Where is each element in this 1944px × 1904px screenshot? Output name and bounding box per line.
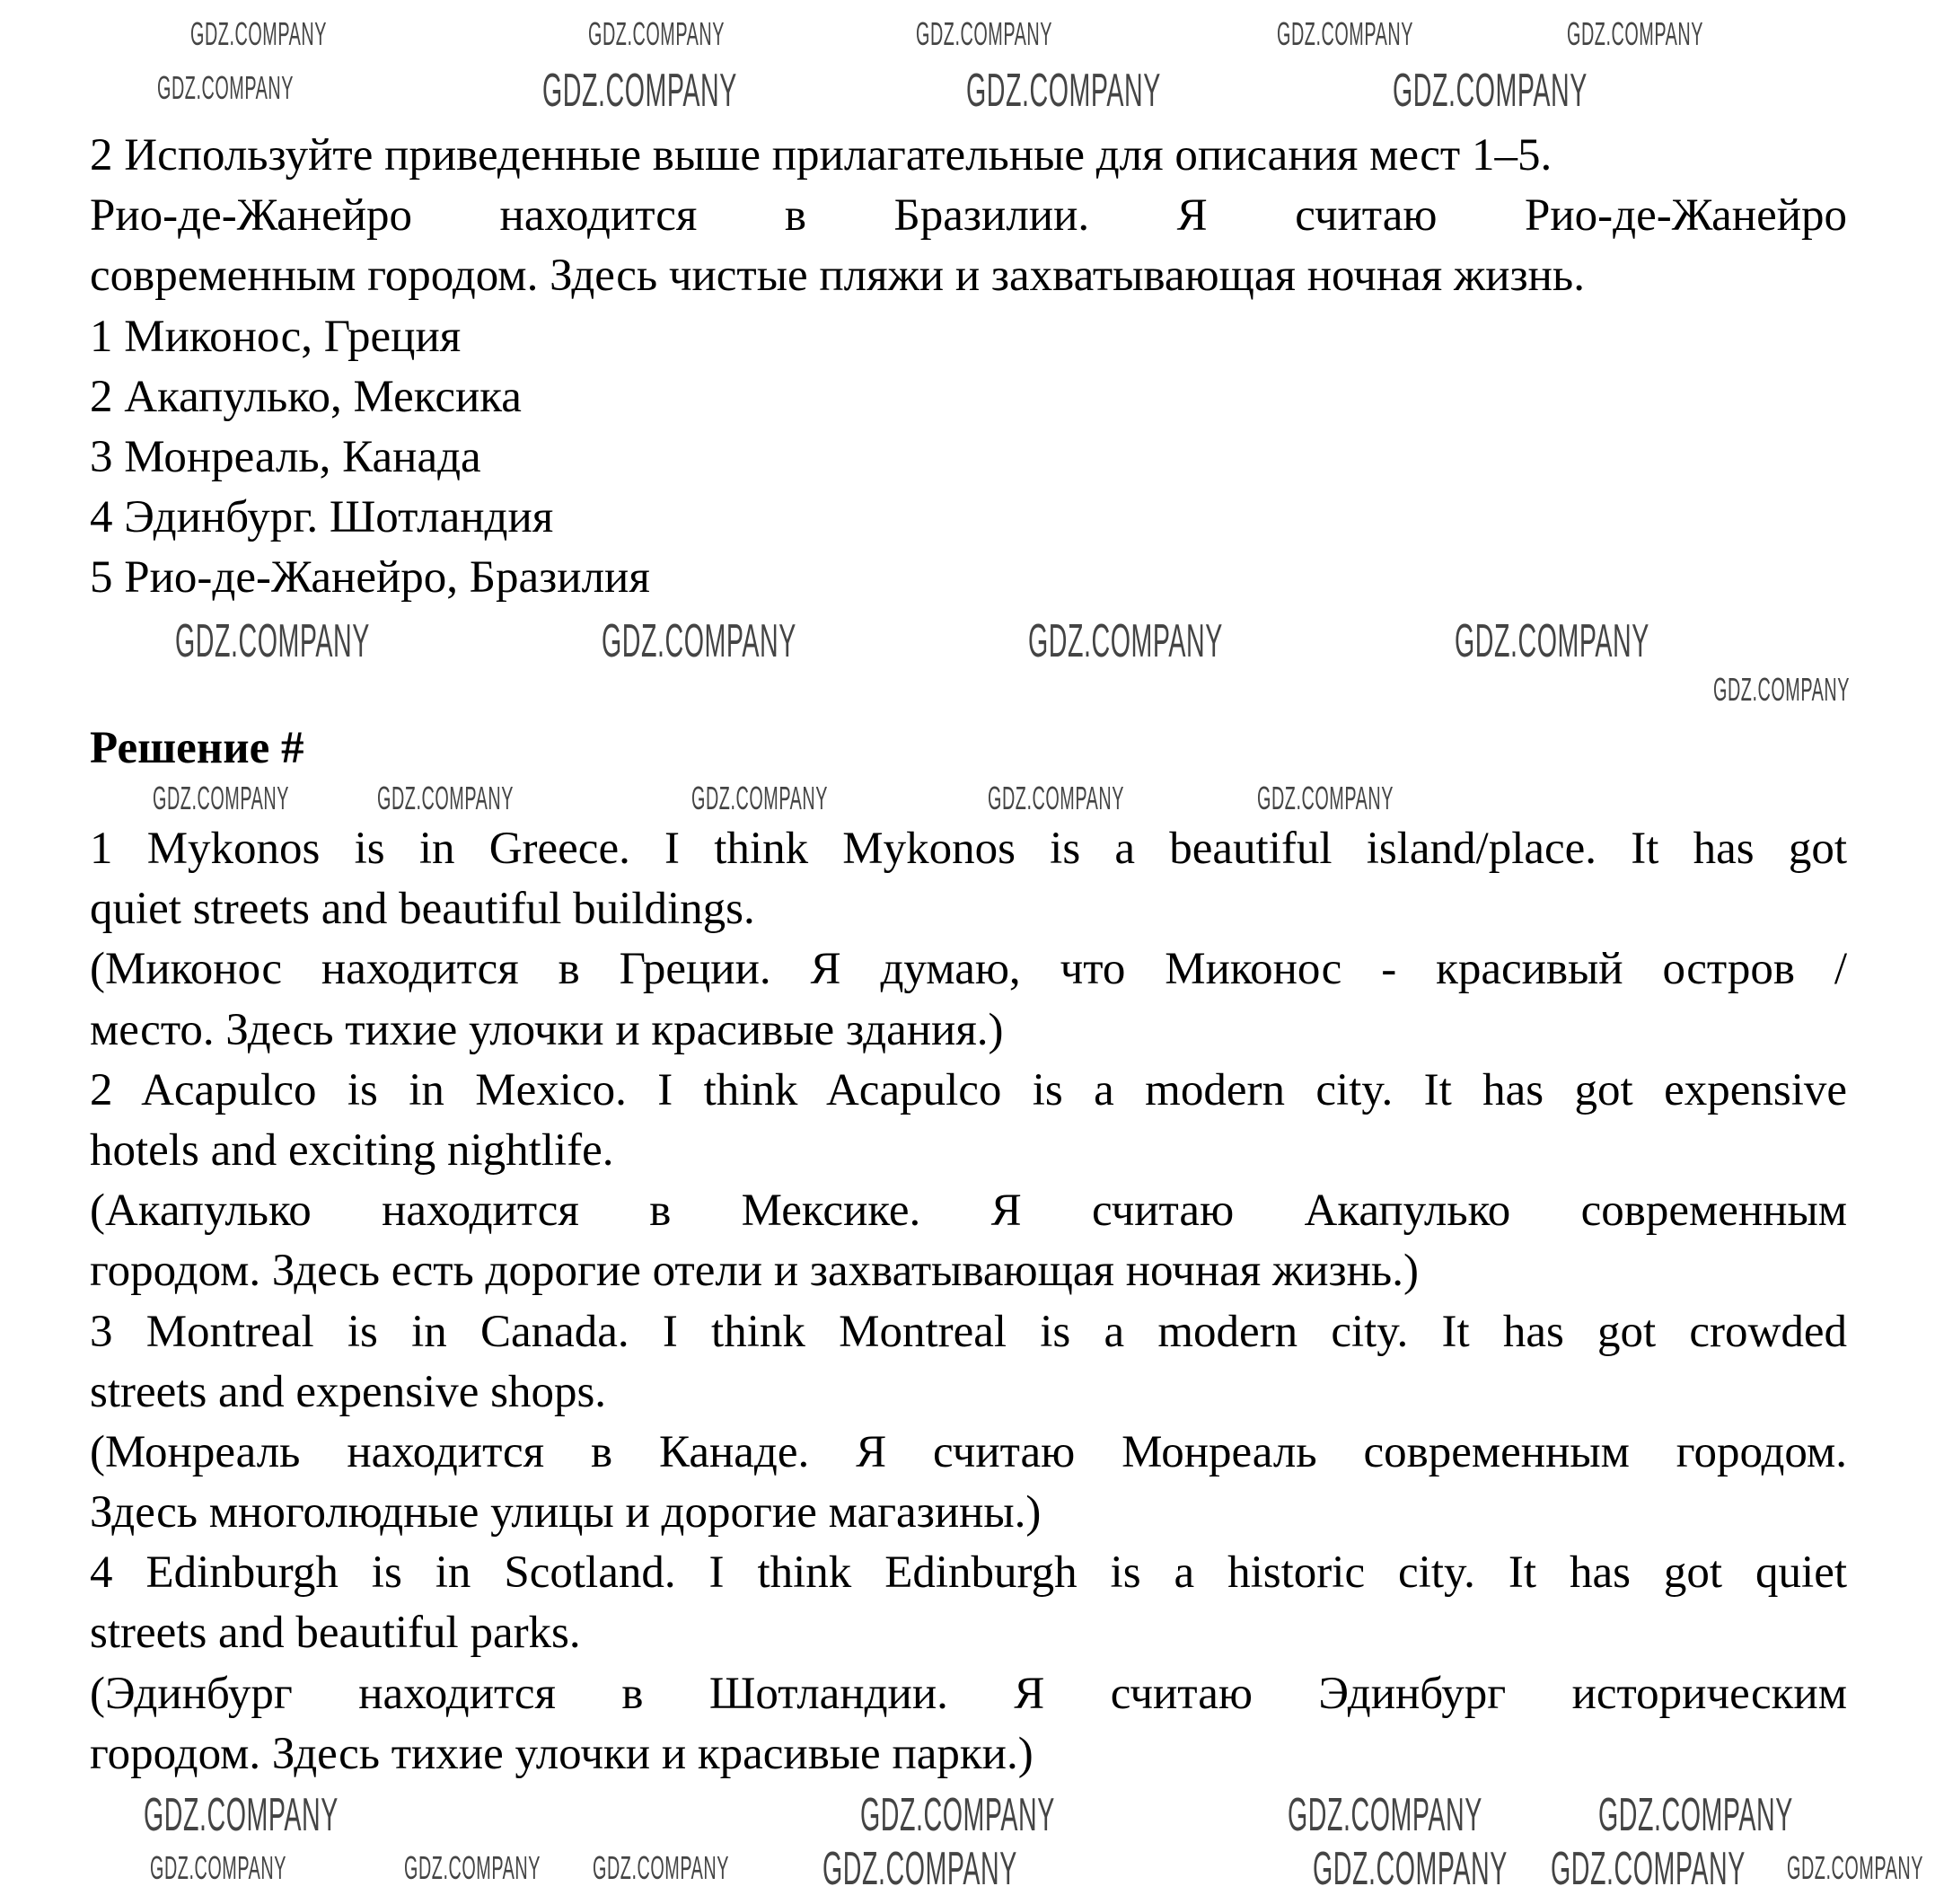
task-line: Рио-де-Жанейро находится в Бразилии. Я считаю Рио-де-Жанейро: [90, 190, 1847, 242]
watermark: GDZ.COMPANY: [190, 15, 327, 52]
solution-line: hotels and exciting nightlife.: [90, 1124, 614, 1176]
watermark: GDZ.COMPANY: [150, 1849, 286, 1886]
watermark: GDZ.COMPANY: [860, 1789, 1055, 1841]
solution-line: городом. Здесь есть дорогие отели и захватывающая ночная жизнь.): [90, 1246, 1419, 1297]
watermark: GDZ.COMPANY: [1288, 1789, 1482, 1841]
solution-line: 3 Montreal is in Canada. I think Montreal is a modern city. It has got crowded: [90, 1306, 1847, 1357]
watermark: GDZ.COMPANY: [1455, 615, 1649, 667]
solution-line: streets and expensive shops.: [90, 1366, 607, 1417]
solution-line: место. Здесь тихие улочки и красивые здания.): [90, 1004, 1004, 1055]
solution-line: (Монреаль находится в Канаде. Я считаю Монреаль современным городом.: [90, 1426, 1847, 1477]
watermark: GDZ.COMPANY: [404, 1849, 541, 1886]
task-line: 2 Используйте приведенные выше прилагательные для описания мест 1–5.: [90, 130, 1553, 181]
solution-line: (Эдинбург находится в Шотландии. Я считаю Эдинбург историческим: [90, 1668, 1847, 1719]
solution-line: 4 Edinburgh is in Scotland. I think Edinburgh is a historic city. It has got quiet: [90, 1547, 1847, 1599]
watermark: GDZ.COMPANY: [1393, 65, 1588, 117]
task-block: [90, 126, 1847, 609]
watermark: GDZ.COMPANY: [1551, 1843, 1746, 1895]
watermark: GDZ.COMPANY: [588, 15, 725, 52]
solution-line: 1 Mykonos is in Greece. I think Mykonos is a beautiful island/place. It has got: [90, 824, 1847, 874]
solution-block: [90, 819, 1847, 1785]
watermark: GDZ.COMPANY: [1028, 615, 1223, 667]
watermark: GDZ.COMPANY: [377, 780, 514, 816]
task-item: 4 Эдинбург. Шотландия: [90, 492, 554, 543]
solution-line: городом. Здесь тихие улочки и красивые парки.): [90, 1728, 1034, 1779]
watermark: GDZ.COMPANY: [1277, 15, 1413, 52]
solution-line: Здесь многолюдные улицы и дорогие магазины.): [90, 1487, 1042, 1538]
solution-heading-block: [90, 718, 1847, 779]
watermark: GDZ.COMPANY: [822, 1843, 1017, 1895]
watermark: GDZ.COMPANY: [602, 615, 796, 667]
solution-line: quiet streets and beautiful buildings.: [90, 884, 755, 935]
watermark: GDZ.COMPANY: [542, 65, 737, 117]
watermark: GDZ.COMPANY: [1598, 1789, 1793, 1841]
watermark: GDZ.COMPANY: [175, 615, 370, 667]
task-item: 2 Акапулько, Мексика: [90, 371, 522, 422]
watermark: GDZ.COMPANY: [157, 69, 294, 106]
watermark: GDZ.COMPANY: [966, 65, 1161, 117]
task-item: 5 Рио-де-Жанейро, Бразилия: [90, 552, 650, 604]
solution-line: (Миконос находится в Греции. Я думаю, что Миконос - красивый остров /: [90, 944, 1847, 995]
task-item: 1 Миконос, Греция: [90, 311, 462, 362]
watermark: GDZ.COMPANY: [593, 1849, 729, 1886]
solution-line: streets and beautiful parks.: [90, 1608, 581, 1659]
watermark: GDZ.COMPANY: [1313, 1843, 1508, 1895]
watermark: GDZ.COMPANY: [1787, 1849, 1923, 1886]
solution-heading: Решение #: [90, 723, 304, 773]
watermark: GDZ.COMPANY: [1713, 671, 1850, 708]
watermark: GDZ.COMPANY: [1257, 780, 1394, 816]
solution-line: 2 Acapulco is in Mexico. I think Acapulco is a modern city. It has got expensive: [90, 1064, 1847, 1115]
watermark: GDZ.COMPANY: [916, 15, 1052, 52]
watermark: GDZ.COMPANY: [144, 1789, 339, 1841]
watermark: GDZ.COMPANY: [1567, 15, 1703, 52]
task-item: 3 Монреаль, Канада: [90, 431, 481, 482]
watermark: GDZ.COMPANY: [691, 780, 828, 816]
solution-line: (Акапулько находится в Мексике. Я считаю Акапулько современным: [90, 1186, 1847, 1237]
watermark: GDZ.COMPANY: [988, 780, 1124, 816]
watermark: GDZ.COMPANY: [153, 780, 289, 816]
task-line: современным городом. Здесь чистые пляжи и захватывающая ночная жизнь.: [90, 251, 1585, 302]
